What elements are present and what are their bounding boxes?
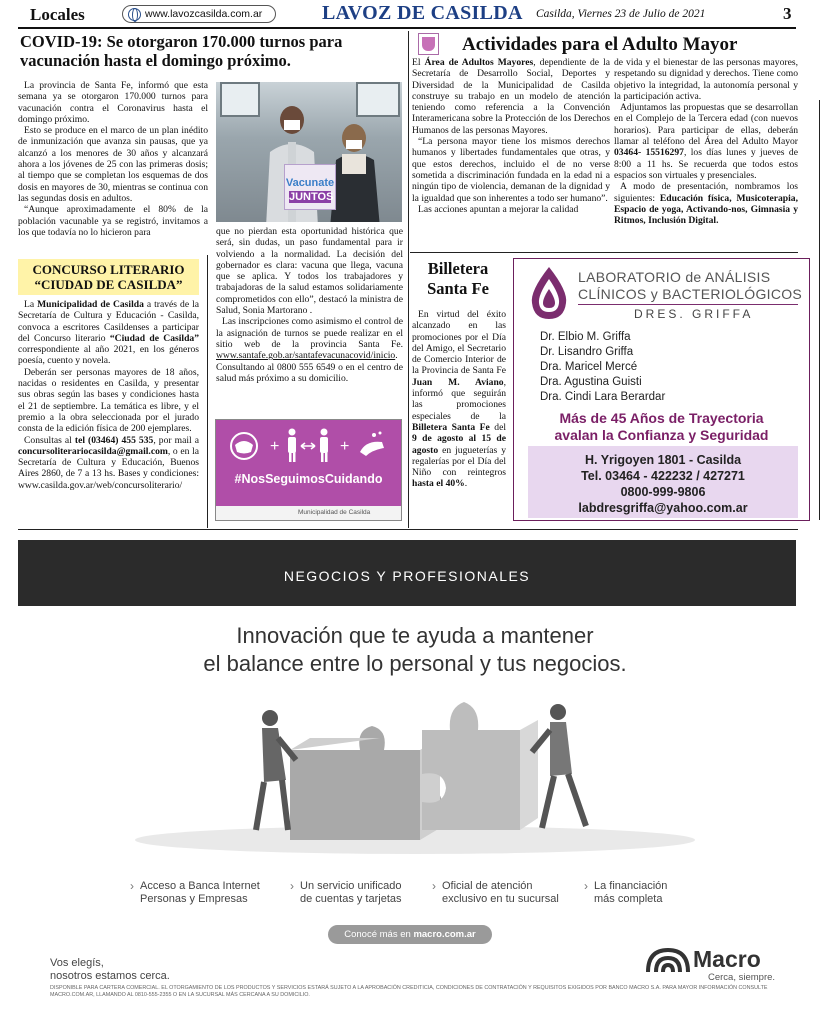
concurso-title-box [18,259,199,295]
municipality-crest-icon [418,33,439,55]
lab-contact-box [528,446,798,518]
lab-name-line1: LABORATORIO de ANÁLISIS [578,269,771,285]
concurso-p3: Consultas al tel (03464) 455 535, por mail a concursoliterariocasilda@gmail.com, o en la Secretaría de Cultura y Educación, Buenos Aires 2860, de 7 a 13 hs. Bases y condiciones: www.casilda.gov.ar/web/concursoliterario/ [18,434,199,491]
svg-text:+: + [270,438,280,455]
lab-doctors [540,330,665,405]
adulto-p4: de vida y el bienestar de las personas mayores, respetando su dignidad y derechos. Tiene como objetivo la integridad, la autonomía personal y la participación activa. [614,57,798,102]
adulto-col1 [412,57,610,215]
feature-item: › Oficial de atención exclusivo en tu sucursal [432,879,559,905]
masthead-logo: LAVOZ DE CASILDA [322,2,523,24]
globe-icon [128,8,141,21]
macro-brand: Macro [693,946,761,972]
negocios-bar [18,540,796,606]
concurso-title: CONCURSO LITERARIO “CIUDAD DE CASILDA” [32,262,185,292]
macro-tagline: Vos elegís, nosotros estamos cerca. [50,957,170,982]
adulto-p2: “La persona mayor tiene los mismos derechos humanos y libertades fundamentales que otras, y que estos derechos, incluido el de no verse sometida a discriminación fundada en la edad ni a ningún tipo de violencia, demanan de la dignidad y la igualdad que son inherentes a todo ser humano”. [412,136,610,204]
macro-cta-button[interactable]: Conocé más en macro.com.ar [328,925,492,944]
doctor-name: Dr. Elbio M. Griffa [540,331,631,343]
lab-advertisement [513,258,810,521]
chevron-right-icon: › [290,879,294,893]
drop-icon [528,265,570,321]
puzzle-illustration [20,690,810,860]
adulto-p6: A modo de presentación, nombramos los siguientes: Educación física, Musicoterapia, Espacio de yoga, Activando-nos, Gimnasia y Ritmos, Inclusión Digital. [614,181,798,227]
macro-headline: Innovación que te ayuda a mantener el balance entre lo personal y tus negocios. [203,623,627,676]
covid-p4: que no pierdan esta oportunidad histórica que será, sin dudas, un paso fundamental para ir volviendo a la normalidad. La decisión del gobernador es clara: vacuna que llega, vacuna que se aplica. Y todos los trabajadores y trabajadoras de la salud estamos solidariamente comprometidos con ello”, destacó la ministra de Salud, Sonia Martorano . [216,226,403,317]
margin-rule [819,100,820,520]
vaccination-photo [216,82,402,222]
adulto-headline: Actividades para el Adulto Mayor [462,34,738,55]
feature-item: › Un servicio unificado de cuentas y tarjetas [290,879,402,905]
header-rule [18,27,796,29]
negocios-title: NEGOCIOS Y PROFESIONALES [283,568,531,584]
campaign-banner [215,419,402,521]
adulto-p1: El Área de Adultos Mayores, dependiente de la Secretaría de Desarrollo Social, Deportes y Diversidad de la Municipalidad de Casilda construye su trabajo en un modelo de atención teniendo como referencia a la Convención Interamericana sobre la Protección de los Derechos Humanos de las personas Mayores. [412,57,610,136]
feature-item: › La financiación más completa [584,879,668,905]
adulto-p5: Adjuntamos las propuestas que se desarrollan en el Complejo de la Tercera edad (con nuevos horarios). Para participar de ellas, deberán llamar al teléfono del Área del Adulto Mayor 03464- 15516297, los días lunes y jueves de 8:00 a 11 hs. Se recuerda que todos estos espacios son virtuales y presenciales. [614,102,798,181]
lab-rule [578,304,798,305]
covid-p2: Esto se produce en el marco de un plan inédito de inmunización que avanza sin pausas, que ya alcanzó a los menores de 30 años y alcanzará ahora a los jóvenes de 25 con las primeras dosis; al tiempo que se completan los esquemas de dos dosis en mayores de 30, mientras se continua con las segundas dosis en adultos. [18,125,208,204]
section-label: Locales [30,5,85,24]
photo-window [356,82,400,117]
doctor-name: Dra. Cindi Lara Berardar [540,391,666,403]
doctor-name: Dra. Maricel Mercé [540,361,638,373]
lab-phone[interactable]: Tel. 03464 - 422232 / 427271 [581,469,745,483]
campaign-footer [216,506,401,520]
macro-disclaimer: DISPONIBLE PARA CARTERA COMERCIAL. EL OTORGAMIENTO DE LOS PRODUCTOS Y SERVICIOS ESTARÁ SUJETO A LA APROBACIÓN CREDITICIA, CONDICIONES DE CONTRATACIÓN Y REQUISITOS EXIGIDOS POR BANCO MACRO S.A. PARA MAYOR INFORMACIÓN CONSULTE MACRO.COM.AR, LLAMANDO AL 0810-555-2355 O EN LA SUCURSAL MÁS CERCANA A SU DOMICILIO. [50,985,768,998]
section-divider [410,252,798,253]
covid-p5: Las inscripciones como asimismo el control de la asignación de turnos se puede realizar en el sitio web de la provincia Santa Fe. www.santafe.gob.ar/santafevacunacovid/inicio. Consultando al 0800 555 6549 o en el centro de salud más próximo a su domicilio. [216,316,403,384]
site-url[interactable] [122,5,276,23]
billetera-body [412,309,506,490]
covid-p1: La provincia de Santa Fe, informó que esta semana ya se otorgaron 170.000 turnos para vacunación contra el Coronavirus hasta el domingo próximo. [18,80,208,125]
adulto-p3: Las acciones apuntan a mejorar la calidad [418,203,579,215]
doctor-name: Dr. Lisandro Griffa [540,346,634,358]
chevron-right-icon: › [130,879,134,893]
vaccine-link[interactable]: www.santafe.gob.ar/santafevacunacovid/inicio [216,350,396,362]
campaign-hashtag: #NosSeguimosCuidando [234,472,383,486]
billetera-title: Billetera Santa Fe [427,259,489,298]
column-divider [207,255,208,528]
covid-col2 [216,226,403,384]
doctor-name: Dra. Agustina Guisti [540,376,642,388]
lab-address: H. Yrigoyen 1801 - Casilda [584,453,742,467]
photo-window [220,82,260,117]
macro-brand-sub: Cerca, siempre. [708,972,776,983]
section-divider [18,529,798,530]
billetera-p1: En virtud del éxito alcanzado en las promociones por el Día del Amigo, el Secretario de Comercio Interior de la Provincia de Santa Fe Juan M. Aviano, informó que seguirán las promociones especiales de la Billetera Santa Fe del 9 de agosto al 15 de agosto en jugueterías y regalerías por el Día del Niño con reintegros hasta el 40%. [412,309,506,490]
lab-phone-0800[interactable]: 0800-999-9806 [620,485,706,499]
sign-line1: Vacunate [285,177,335,189]
chevron-right-icon: › [584,879,588,893]
concurso-p1: La Municipalidad de Casilda a través de la Secretaría de Cultura y Educación - Casilda, convoca a escritores Casildenses a participar del Concurso literario “Ciudad de Casilda” correspondiente al año 2021, en los géneros poesía, cuento y novela. [18,299,199,367]
lab-name-line2: CLÍNICOS y BACTERIOLÓGICOS [578,286,803,302]
issue-date: Casilda, Viernes 23 de Julio de 2021 [536,8,706,20]
concurso-body [18,299,199,491]
adulto-col2 [614,57,798,226]
lab-name-line3: DRES. GRIFFA [634,307,754,321]
concurso-p2: Deberán ser personas mayores de 18 años, nacidas o residentes en Casilda, y presentar sus obras según las bases y condiciones hasta el 21 de septiembre. La temática es libre, y el premio a la obra seleccionada por el jurado consta de la edición física de 200 ejemplares. [18,366,199,435]
page-number: 3 [783,4,792,23]
feature-item: › Acceso a Banca Internet Personas y Empresas [130,879,260,905]
lab-email[interactable]: labdresgriffa@yahoo.com.ar [578,501,748,515]
distancing-icons [226,426,392,464]
svg-text:+: + [340,438,350,455]
covid-col1 [18,80,208,238]
vaccine-sign [284,164,336,210]
sign-line2: JUNTOS [289,191,334,203]
lab-slogan: Más de 45 Años de Trayectoria avalan la Confianza y Seguridad [554,410,769,443]
concurso-email[interactable]: concursoliterariocasilda@gmail.com [18,445,168,457]
site-url-text: www.lavozcasilda.com.ar [145,8,263,20]
column-divider [408,31,409,528]
covid-headline: COVID-19: Se otorgaron 170.000 turnos para vacunación hasta el domingo próximo. [20,32,343,70]
chevron-right-icon: › [432,879,436,893]
macro-logo-icon [646,948,690,974]
municipality-logo: Municipalidad de Casilda [298,509,371,516]
covid-p3: “Aunque aproximadamente el 80% de la población vacunable ya se registró, invitamos a los que todavía no lo hicieron para [18,204,208,238]
